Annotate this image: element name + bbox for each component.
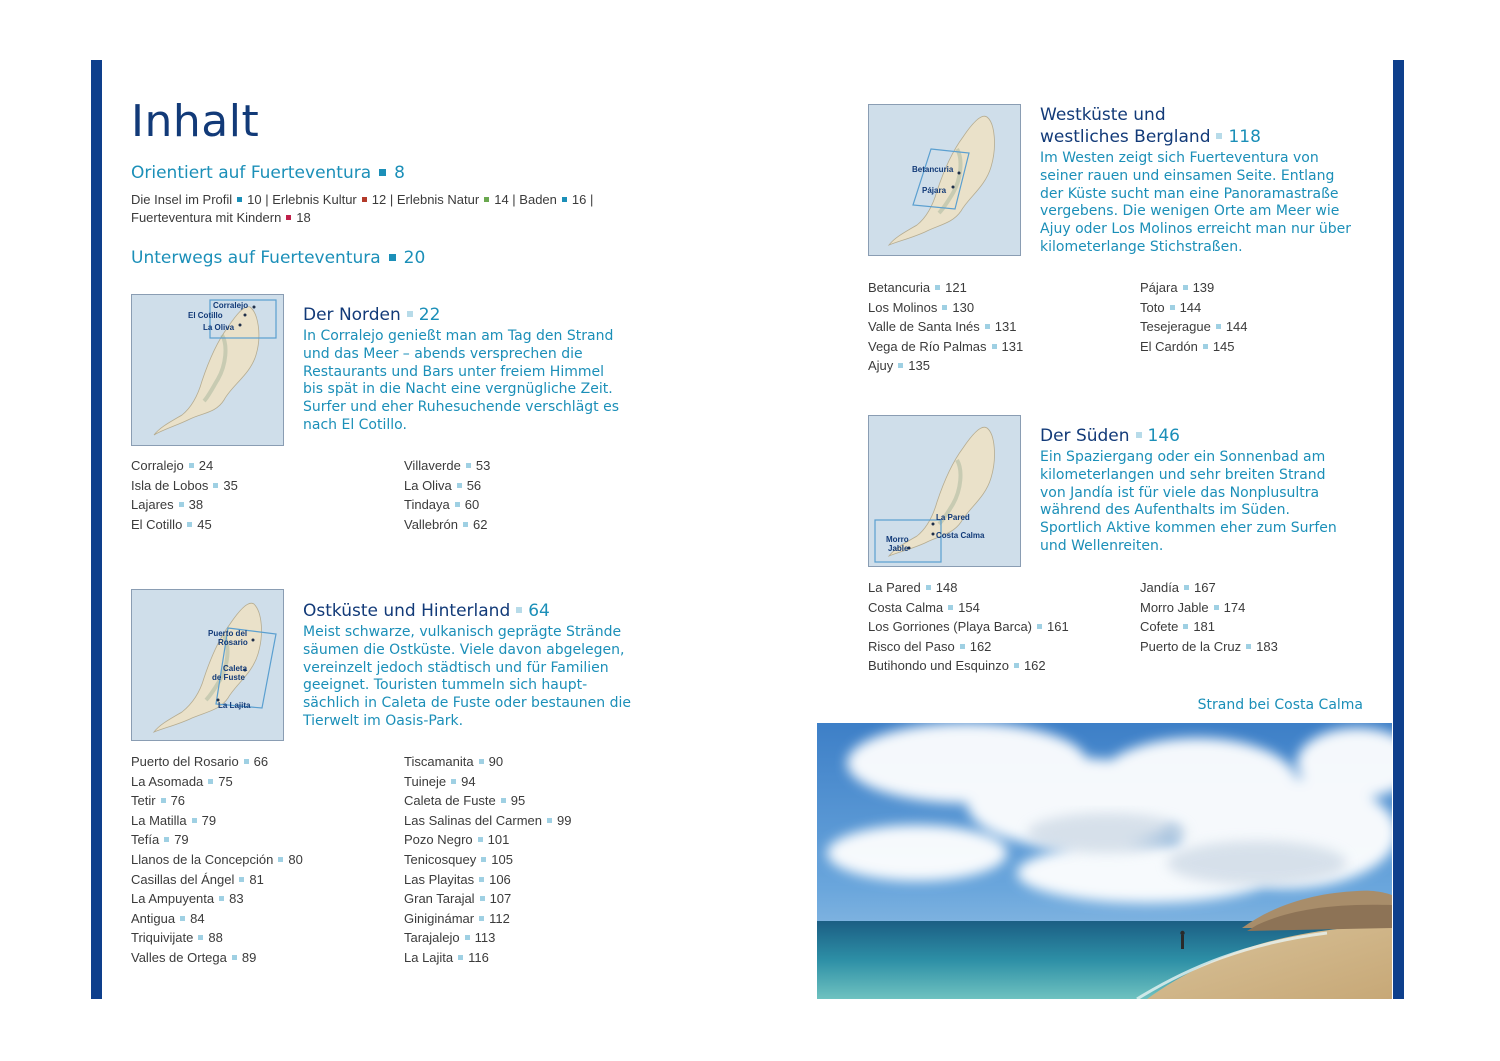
left-edge-bar (91, 60, 102, 999)
place-link[interactable]: Tesejerague 144 (1140, 319, 1248, 335)
places-norden-col2 (404, 456, 490, 534)
place-link[interactable]: Vega de Río Palmas 131 (868, 338, 1024, 354)
place-link[interactable]: La Lajita 116 (404, 949, 489, 965)
place-link[interactable]: Vallebrón 62 (404, 516, 488, 532)
map-label: Morro (886, 535, 909, 544)
region-norden-heading[interactable] (303, 304, 633, 326)
section-unterwegs-title: Unterwegs auf Fuerteventura (131, 248, 381, 268)
map-label: Jable (888, 544, 909, 553)
place-link[interactable]: El Cotillo 45 (131, 516, 212, 532)
intro-item[interactable]: Erlebnis Natur 14 (396, 192, 509, 207)
place-link[interactable]: Caleta de Fuste 95 (404, 793, 526, 809)
section-orientiert-title: Orientiert auf Fuerteventura (131, 163, 372, 183)
place-link[interactable]: Los Gorriones (Playa Barca) 161 (868, 619, 1069, 635)
place-link[interactable]: Valles de Ortega 89 (131, 949, 257, 965)
places-westkueste-col2 (1140, 278, 1248, 356)
place-link[interactable]: Lajares 38 (131, 497, 204, 513)
region-westkueste (1040, 104, 1380, 257)
region-ostkueste-title: Ostküste und Hinterland (303, 601, 511, 621)
right-edge-bar (1393, 60, 1404, 999)
region-sueden-description: Ein Spaziergang oder ein Sonnenbad am kilometerlangen und sehr breiten Strand von Jandía ist für viele das Nonplusultra während des Aufenthalts im Süden. Sportlich Aktive kommen eher zum Surfen und Wellenreiten. (1040, 449, 1337, 554)
place-link[interactable]: Tenicosquey 105 (404, 851, 513, 867)
place-link[interactable]: Isla de Lobos 35 (131, 477, 238, 493)
map-label: Corralejo (213, 301, 249, 310)
intro-item[interactable]: Baden 16 (519, 192, 587, 207)
section-unterwegs-page: 20 (403, 248, 426, 268)
place-link[interactable]: Pozo Negro 101 (404, 832, 510, 848)
place-link[interactable]: Butihondo und Esquinzo 162 (868, 658, 1046, 674)
region-ostkueste (303, 600, 643, 731)
place-link[interactable]: Cofete 181 (1140, 619, 1216, 635)
place-link[interactable]: Giniginámar 112 (404, 910, 510, 926)
place-link[interactable]: Tarajalejo 113 (404, 930, 496, 946)
intro-item[interactable]: Fuerteventura mit Kindern 18 (131, 210, 311, 225)
place-link[interactable]: Ajuy 135 (868, 358, 930, 374)
place-link[interactable]: Toto 144 (1140, 299, 1202, 315)
map-label: Puerto del (208, 629, 248, 638)
region-ostkueste-heading[interactable] (303, 600, 643, 622)
place-link[interactable]: Tuineje 94 (404, 773, 476, 789)
place-link[interactable]: Tiscamanita 90 (404, 754, 504, 769)
place-link[interactable]: La Oliva 56 (404, 477, 482, 493)
map-label: La Pared (936, 513, 970, 522)
intro-item[interactable]: Die Insel im Profil 10 (131, 192, 262, 207)
place-link[interactable]: La Matilla 79 (131, 812, 217, 828)
region-sueden-page: 146 (1147, 426, 1180, 446)
place-link[interactable]: Antigua 84 (131, 910, 205, 926)
map-label: Rosario (218, 638, 248, 647)
map-sueden (868, 415, 1021, 567)
photo-caption: Strand bei Costa Calma (1197, 697, 1363, 713)
region-sueden-heading[interactable] (1040, 425, 1380, 447)
place-link[interactable]: Costa Calma 154 (868, 599, 980, 615)
section-orientiert-page: 8 (394, 163, 405, 183)
place-link[interactable]: Llanos de la Concepción 80 (131, 851, 303, 867)
map-norden (131, 294, 284, 446)
place-link[interactable]: La Pared 148 (868, 580, 958, 595)
map-label: La Oliva (203, 323, 235, 332)
region-sueden-title: Der Süden (1040, 426, 1130, 446)
place-link[interactable]: Casillas del Ángel 81 (131, 871, 264, 887)
region-westkueste-title-line: westliches Bergland (1040, 127, 1211, 147)
region-norden-title: Der Norden (303, 305, 401, 325)
place-link[interactable]: Valle de Santa Inés 131 (868, 319, 1017, 335)
place-link[interactable]: Puerto de la Cruz 183 (1140, 638, 1278, 654)
place-link[interactable]: Morro Jable 174 (1140, 599, 1246, 615)
place-link[interactable]: Jandía 167 (1140, 580, 1216, 595)
beach-photo (817, 723, 1392, 999)
intro-item[interactable]: Erlebnis Kultur 12 (272, 192, 387, 207)
place-link[interactable]: El Cardón 145 (1140, 338, 1235, 354)
map-label: Caleta (223, 664, 248, 673)
region-ostkueste-description: Meist schwarze, vulkanisch geprägte Strände säumen die Ostküste. Viele davon abgelegen, vereinzelt jedoch städtisch und für Familien geeignet. Touristen tummeln sich haupt- sächlich in Caleta de Fuste oder bestaunen die Tierwelt im Oasis-Park. (303, 624, 631, 729)
place-link[interactable]: Las Salinas del Carmen 99 (404, 812, 572, 828)
places-sueden-col2 (1140, 578, 1278, 656)
places-ostkueste-col2 (404, 752, 572, 968)
page-title: Inhalt (131, 96, 260, 147)
place-link[interactable]: Gran Tarajal 107 (404, 891, 512, 907)
map-label: de Fuste (212, 673, 245, 682)
map-label: La Lajita (218, 701, 251, 710)
place-link[interactable]: La Ampuyenta 83 (131, 891, 244, 907)
places-ostkueste-col1 (131, 752, 303, 968)
place-link[interactable]: Tefía 79 (131, 832, 189, 848)
place-link[interactable]: Villaverde 53 (404, 458, 491, 473)
place-link[interactable]: Triquivijate 88 (131, 930, 223, 946)
places-westkueste-col1 (868, 278, 1023, 376)
place-link[interactable]: Risco del Paso 162 (868, 638, 992, 654)
region-westkueste-title-line: Westküste und (1040, 105, 1166, 125)
place-link[interactable]: La Asomada 75 (131, 773, 233, 789)
region-westkueste-description: Im Westen zeigt sich Fuerteventura von seiner rauen und einsamen Seite. Entlang der Küste sucht man eine Panoramastraße vergebens. Die wenigen Orte am Meer wie Ajuy oder Los Molinos erreicht man nur über kilometerlange Stichstraßen. (1040, 150, 1352, 255)
place-link[interactable]: Corralejo 24 (131, 458, 214, 473)
place-link[interactable]: Tetir 76 (131, 793, 186, 809)
place-link[interactable]: Las Playitas 106 (404, 871, 511, 887)
section-orientiert[interactable] (131, 163, 405, 183)
region-ostkueste-page: 64 (528, 601, 550, 621)
place-link[interactable]: Betancuria 121 (868, 280, 967, 295)
places-norden-col1 (131, 456, 238, 534)
map-label: El Cotillo (188, 311, 223, 320)
intro-links: Die Insel im Profil 10 | Erlebnis Kultur 12 | Erlebnis Natur 14 | Baden 16 | Fuerteventura mit Kindern 18 (131, 192, 594, 225)
region-norden-description: In Corralejo genießt man am Tag den Strand und das Meer – abends versprechen die Restaurants und Bars unter freiem Himmel bis spät in die Nacht eine vergnügliche Zeit. Surfer und eher Ruhesuchende verschlägt es nach El Cotillo. (303, 328, 620, 433)
map-ostkueste (131, 589, 284, 741)
place-link[interactable]: Pájara 139 (1140, 280, 1215, 295)
place-link[interactable]: Puerto del Rosario 66 (131, 754, 269, 769)
map-westkueste (868, 104, 1021, 256)
places-sueden-col1 (868, 578, 1069, 676)
map-label: Pájara (922, 186, 947, 195)
map-label: Betancuria (912, 165, 954, 174)
map-label: Costa Calma (936, 531, 985, 540)
place-link[interactable]: Tindaya 60 (404, 497, 480, 513)
region-westkueste-page: 118 (1228, 127, 1261, 147)
region-norden (303, 304, 633, 435)
place-link[interactable]: Los Molinos 130 (868, 299, 975, 315)
region-norden-page: 22 (418, 305, 441, 325)
region-sueden (1040, 425, 1380, 556)
section-unterwegs[interactable] (131, 248, 425, 268)
region-westkueste-heading[interactable] (1040, 104, 1380, 148)
